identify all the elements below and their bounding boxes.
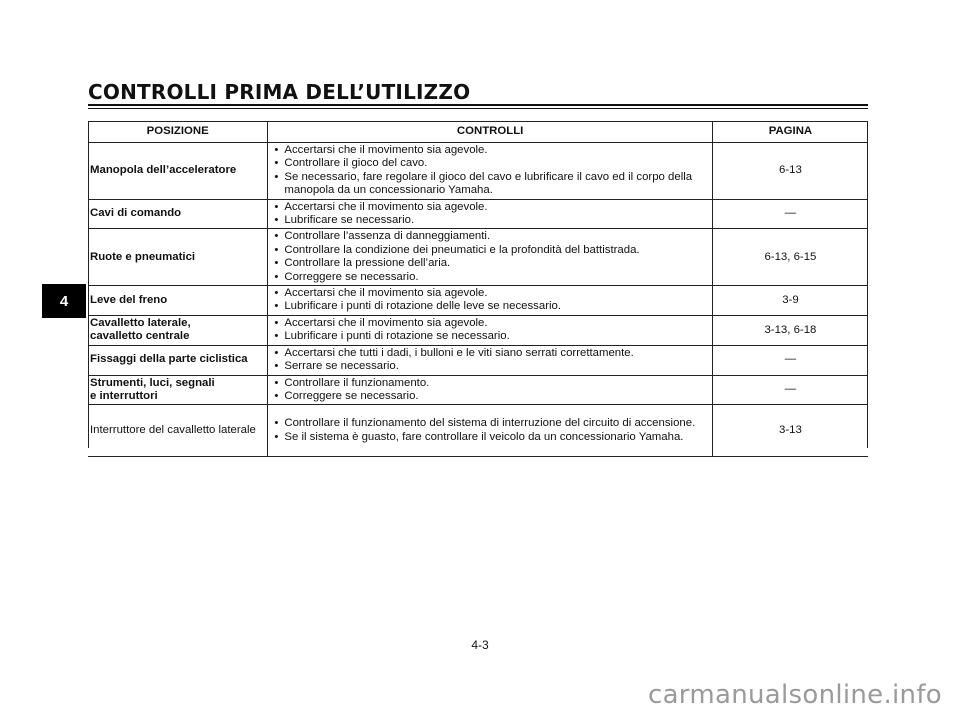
row-position: [88, 375, 268, 405]
row-position: [88, 143, 268, 200]
header-position: POSIZIONE: [88, 122, 268, 143]
page-title: CONTROLLI PRIMA DELL’UTILIZZO: [88, 80, 471, 104]
header-page: PAGINA: [712, 122, 868, 143]
row-page: 3-9: [712, 286, 868, 316]
control-item: • Lubrificare i punti di rotazione se necessario.: [274, 330, 710, 343]
control-item: • Accertarsi che tutti i dadi, i bulloni e le viti siano serrati correttamente.: [274, 347, 710, 360]
pre-operation-check-table: [88, 121, 868, 457]
row-page: —: [712, 199, 868, 229]
control-item: • Controllare il funzionamento del sistema di interruzione del circuito di accensione.: [274, 417, 710, 430]
control-item: • Serrare se necessario.: [274, 360, 710, 373]
row-controls: [268, 315, 713, 345]
row-controls: [268, 405, 713, 457]
row-controls: [268, 143, 713, 200]
control-item: • Se necessario, fare regolare il gioco del cavo e lubrificare il cavo ed il corpo della manopola da un concessionario Yamaha.: [274, 171, 710, 198]
control-item: • Accertarsi che il movimento sia agevole.: [274, 201, 710, 214]
control-item: • Lubrificare se necessario.: [274, 214, 710, 227]
position-line: cavalletto centrale: [90, 330, 190, 343]
row-position: [88, 229, 268, 286]
row-position: [88, 345, 268, 375]
row-page: 6-13, 6-15: [712, 229, 868, 286]
position-line: Interruttore del cavalletto laterale: [90, 424, 256, 437]
row-page: —: [712, 375, 868, 405]
table-row: [88, 143, 868, 200]
table-row: [88, 405, 868, 457]
control-item: • Controllare la condizione dei pneumatici e la profondità del battistrada.: [274, 244, 710, 257]
row-controls: [268, 229, 713, 286]
table-row: [88, 199, 868, 229]
title-rule: [88, 104, 868, 106]
control-item: • Lubrificare i punti di rotazione delle leve se necessario.: [274, 300, 710, 313]
row-position: [88, 199, 268, 229]
row-controls: [268, 345, 713, 375]
table-row: [88, 345, 868, 375]
row-controls: [268, 375, 713, 405]
control-item: • Controllare la pressione dell’aria.: [274, 257, 710, 270]
control-item: • Controllare il gioco del cavo.: [274, 157, 710, 170]
title-rule-thin: [88, 108, 868, 109]
control-item: • Accertarsi che il movimento sia agevole.: [274, 317, 710, 330]
position-line: e interruttori: [90, 389, 158, 402]
table-row: [88, 315, 868, 345]
control-item: • Correggere se necessario.: [274, 271, 710, 284]
position-line: Cavalletto laterale,: [90, 316, 191, 329]
row-page: 6-13: [712, 143, 868, 200]
position-line: Cavi di comando: [90, 207, 182, 220]
page-number: 4-3: [471, 638, 489, 652]
row-page: 3-13, 6-18: [712, 315, 868, 345]
control-item: • Controllare il funzionamento.: [274, 377, 710, 390]
control-item: • Correggere se necessario.: [274, 390, 710, 403]
position-line: Fissaggi della parte ciclistica: [90, 353, 248, 366]
row-position: [88, 286, 268, 316]
row-page: —: [712, 345, 868, 375]
watermark: carmanualsonline.info: [647, 680, 942, 710]
table-header-row: [88, 122, 868, 143]
row-position: [88, 405, 268, 457]
position-line: Manopola dell’acceleratore: [90, 164, 237, 177]
control-item: • Accertarsi che il movimento sia agevole.: [274, 144, 710, 157]
position-line: Ruote e pneumatici: [90, 250, 196, 263]
table-row: [88, 375, 868, 405]
control-item: • Accertarsi che il movimento sia agevole.: [274, 287, 710, 300]
position-line: Strumenti, luci, segnali: [90, 376, 215, 389]
control-item: • Controllare l’assenza di danneggiamenti.: [274, 230, 710, 243]
row-position: [88, 315, 268, 345]
header-controls: CONTROLLI: [268, 122, 713, 143]
table-row: [88, 229, 868, 286]
control-item: • Se il sistema è guasto, fare controllare il veicolo da un concessionario Yamaha.: [274, 431, 710, 444]
position-line: Leve del freno: [90, 293, 168, 306]
row-controls: [268, 199, 713, 229]
chapter-tab: 4: [42, 284, 86, 318]
row-controls: [268, 286, 713, 316]
table-row: [88, 286, 868, 316]
row-page: 3-13: [712, 405, 868, 457]
